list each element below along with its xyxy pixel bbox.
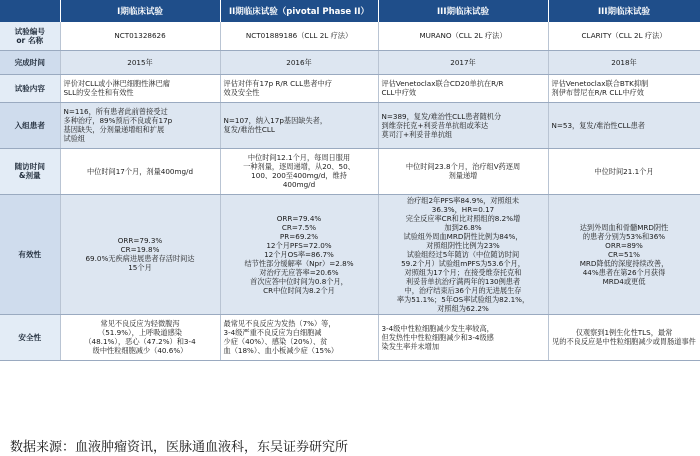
- row-followup-dose: [0, 148, 700, 194]
- header-phase1: I期临床试验: [60, 0, 220, 22]
- cell-text-line: N=389，复发/难治性CLL患者随机分: [381, 111, 502, 121]
- cell-text-line: 效及安全性: [223, 88, 260, 97]
- cell-text-line: 达到外周血和骨髓MRD阴性: [579, 222, 669, 232]
- cell-text-line: 剂伊布替尼在R/R CLL中疗效: [551, 88, 644, 97]
- cell-text-line: 完成时间: [14, 57, 45, 67]
- cell-text-line: 12个月OS率=86.7%: [264, 249, 334, 259]
- cell-text-line: 400mg/d: [282, 180, 316, 189]
- cell-text-line: 结节性部分缓解率（Npr）=2.8%: [244, 258, 354, 268]
- cell-text-line: 中位时间12.1个月，每周日服用: [247, 153, 351, 162]
- cell-text-line: 评估Venetoclax联合CD20单抗在R/R: [381, 79, 504, 88]
- cell-text-line: 级中性粒细胞减少（40.6%）: [92, 346, 188, 355]
- cell-text-line: 少症（40%）、感染（20%）、贫: [223, 337, 328, 346]
- cell-text-line: 完全反应率CR和比对照组的8.2%增: [405, 213, 521, 223]
- cell-text-line: MURANO（CLL 2L 疗法）: [419, 31, 507, 41]
- cell-text-line: 2018年: [611, 57, 637, 67]
- cell-text-line: 试验组: [63, 134, 86, 143]
- cell-text-line: 评估对伴有17p R/R CLL患者中疗: [223, 79, 332, 88]
- cell-text-line: 多种治疗，89%预后不良或有17p: [63, 116, 173, 125]
- cell-text-line: 加到26.8%: [444, 222, 482, 232]
- cell-text-line: CR=19.8%: [120, 245, 160, 254]
- cell-text-line: 3-4级中性粒细胞减少发生率较高，: [381, 323, 494, 333]
- cell-content-phase1: [60, 74, 220, 102]
- cell-text-line: 有效性: [18, 249, 42, 259]
- cell-text-line: 2016年: [286, 57, 312, 67]
- cell-efficacy-murano: [378, 194, 548, 314]
- header-phase3-murano: III期临床试验: [378, 0, 548, 22]
- cell-text-line: 3-4级严重不良反应为白细胞减: [223, 328, 322, 337]
- row-patients: [0, 102, 700, 148]
- cell-text-line: 常见不良反应为轻微腹泻: [100, 319, 180, 328]
- cell-text-line: （48.1%），恶心（47.2%）和3-4: [84, 337, 196, 346]
- label-followup-dose: [0, 148, 60, 194]
- source-note: 数据来源：血液肿瘤资讯，医脉通血液科，东吴证券研究所: [10, 440, 349, 455]
- cell-text-line: ORR=79.4%: [276, 213, 322, 223]
- cell-efficacy-phase1: [60, 194, 220, 314]
- cell-text-line: or 名称: [16, 35, 44, 45]
- cell-followup-clarity: [548, 148, 700, 194]
- cell-text-line: 中，治疗结束后36个月的无进展生存: [404, 285, 522, 295]
- cell-text-line: CLARITY（CLL 2L 疗法）: [581, 31, 667, 41]
- cell-text-line: 中位时间21.1个月: [594, 166, 654, 176]
- cell-patients-murano: [378, 102, 548, 148]
- label-efficacy: [0, 194, 60, 314]
- cell-text-line: N=107，纳入17p基因缺失者，: [223, 116, 328, 125]
- cell-text-line: 对照组阴性比例为23%: [426, 240, 500, 250]
- cell-text-line: 的患者分别为53%和36%: [582, 231, 666, 241]
- cell-text-line: 2017年: [450, 57, 476, 67]
- cell-text-line: MRD4或更低: [602, 276, 646, 286]
- cell-text-line: SLL的安全性和有效性: [63, 88, 134, 97]
- cell-date-phase1: [60, 50, 220, 74]
- cell-text-line: 试验组经过5年随访（中位随访时间: [406, 249, 520, 259]
- cell-text-line: ORR=79.3%: [117, 236, 163, 245]
- row-trial-content: [0, 74, 700, 102]
- cell-text-line: NCT01889186（CLL 2L 疗法）: [245, 31, 353, 41]
- cell-text-line: 59.2个月）试验组mPFS为53.6个月，: [401, 258, 525, 268]
- cell-patients-phase1: [60, 102, 220, 148]
- cell-text-line: 到维奈托克+利妥昔单抗组或苯达: [381, 120, 489, 130]
- cell-followup-phase2: [220, 148, 378, 194]
- label-completion-date: [0, 50, 60, 74]
- cell-text-line: 复发/难治性CLL: [223, 125, 275, 134]
- label-patients: [0, 102, 60, 148]
- cell-patients-phase2: [220, 102, 378, 148]
- cell-text-line: 12个月PFS=72.0%: [266, 240, 332, 250]
- cell-followup-murano: [378, 148, 548, 194]
- cell-text-line: ORR=89%: [605, 240, 643, 250]
- row-trial-id: [0, 22, 700, 50]
- cell-text-line: 血（18%）、血小板减少症（15%）: [223, 346, 339, 355]
- cell-text-line: CR=7.5%: [281, 222, 317, 232]
- cell-safety-phase2: [220, 314, 378, 360]
- header-stub: [0, 0, 60, 22]
- cell-text-line: 对照组为62.2%: [437, 303, 489, 313]
- cell-date-murano: [378, 50, 548, 74]
- cell-content-clarity: [548, 74, 700, 102]
- cell-text-line: 试验编号: [14, 26, 45, 36]
- row-completion-date: [0, 50, 700, 74]
- cell-text-line: N=53，复发/难治性CLL患者: [551, 120, 645, 130]
- cell-text-line: CR中位时间为8.2个月: [263, 285, 335, 295]
- cell-text-line: 一种剂量，逐周递增，从20、50、: [243, 162, 355, 171]
- row-safety: [0, 314, 700, 360]
- cell-text-line: 试验内容: [14, 83, 45, 93]
- label-trial-content: [0, 74, 60, 102]
- cell-text-line: 中位时间17个月，剂量400mg/d: [86, 166, 194, 176]
- cell-safety-clarity: [548, 314, 700, 360]
- cell-text-line: 中位时间23.8个月，治疗组V药逐周: [405, 162, 521, 171]
- cell-content-phase2: [220, 74, 378, 102]
- header-phase2: II期临床试验（pivotal Phase II）: [220, 0, 378, 22]
- cell-text-line: N=116，所有患者此前曾接受过: [63, 107, 168, 116]
- cell-text-line: 首次应答中位时间为0.8个月，: [250, 276, 348, 286]
- cell-text-line: 安全性: [18, 332, 42, 342]
- cell-text-line: 15个月: [128, 263, 152, 272]
- cell-text-line: 100、200至400mg/d，维持: [251, 171, 347, 180]
- cell-efficacy-clarity: [548, 194, 700, 314]
- cell-text-line: 2015年: [127, 57, 153, 67]
- cell-text-line: 但发热性中性粒细胞减少和3-4级感: [381, 332, 494, 342]
- cell-text-line: 36.3%，HR=0.17: [431, 204, 495, 214]
- cell-text-line: 对照组为17个月；在接受维奈托克和: [404, 267, 522, 277]
- cell-text-line: 染发生率并未增加: [381, 341, 440, 351]
- cell-text-line: 治疗组2年PFS率84.9%，对照组未: [406, 195, 520, 205]
- cell-text-line: PR=69.2%: [279, 231, 319, 241]
- cell-text-line: 莫司汀+利妥昔单抗组: [381, 129, 453, 139]
- cell-text-line: &剂量: [18, 171, 41, 180]
- cell-text-line: 随访时间: [14, 162, 45, 171]
- row-efficacy: [0, 194, 700, 314]
- cell-trial-id-clarity: [548, 22, 700, 50]
- cell-efficacy-phase2: [220, 194, 378, 314]
- cell-text-line: 率为51.1%；5年OS率试验组为82.1%，: [396, 294, 530, 304]
- cell-text-line: 利妥昔单抗治疗满两年的130例患者: [405, 276, 521, 286]
- cell-text-line: 69.0%无疾病进展患者存活时间达: [85, 254, 195, 263]
- cell-followup-phase1: [60, 148, 220, 194]
- cell-trial-id-murano: [378, 22, 548, 50]
- cell-date-phase2: [220, 50, 378, 74]
- cell-content-murano: [378, 74, 548, 102]
- cell-safety-phase1: [60, 314, 220, 360]
- cell-text-line: NCT01328626: [114, 31, 166, 41]
- cell-text-line: CR=51%: [607, 249, 640, 259]
- cell-text-line: （51.9%），上呼吸道感染: [98, 328, 182, 337]
- cell-date-clarity: [548, 50, 700, 74]
- cell-text-line: 评估Venetoclax联合BTK抑制: [551, 79, 649, 88]
- cell-text-line: 试验组外周血MRD阴性比例为84%，: [403, 231, 523, 241]
- label-safety: [0, 314, 60, 360]
- cell-trial-id-phase1: [60, 22, 220, 50]
- cell-patients-clarity: [548, 102, 700, 148]
- cell-text-line: CLL中疗效: [381, 88, 417, 97]
- cell-text-line: 44%患者在第26个月获得: [582, 267, 666, 277]
- cell-text-line: 仅观察到1例生化性TLS，最常: [575, 328, 673, 337]
- header-phase3-clarity: III期临床试验: [548, 0, 700, 22]
- cell-text-line: 基因缺失，分剂量递增组和扩展: [63, 125, 165, 134]
- cell-text-line: 评价对CLL或小淋巴细胞性淋巴瘤: [63, 79, 170, 88]
- cell-text-line: 对治疗无应答率=20.6%: [259, 267, 339, 277]
- cell-safety-murano: [378, 314, 548, 360]
- cell-text-line: 见的不良反应是中性粒细胞减少或胃肠道事件: [552, 337, 696, 346]
- cell-text-line: MRD降低的深度持续改善，: [579, 258, 669, 268]
- cell-text-line: 入组患者: [14, 120, 45, 130]
- cell-trial-id-phase2: [220, 22, 378, 50]
- cell-text-line: 剂量递增: [448, 171, 478, 180]
- cell-text-line: 最常见不良反应为发热（7%）等，: [223, 319, 336, 328]
- table-header-row: [0, 0, 700, 22]
- label-trial-id: [0, 22, 60, 50]
